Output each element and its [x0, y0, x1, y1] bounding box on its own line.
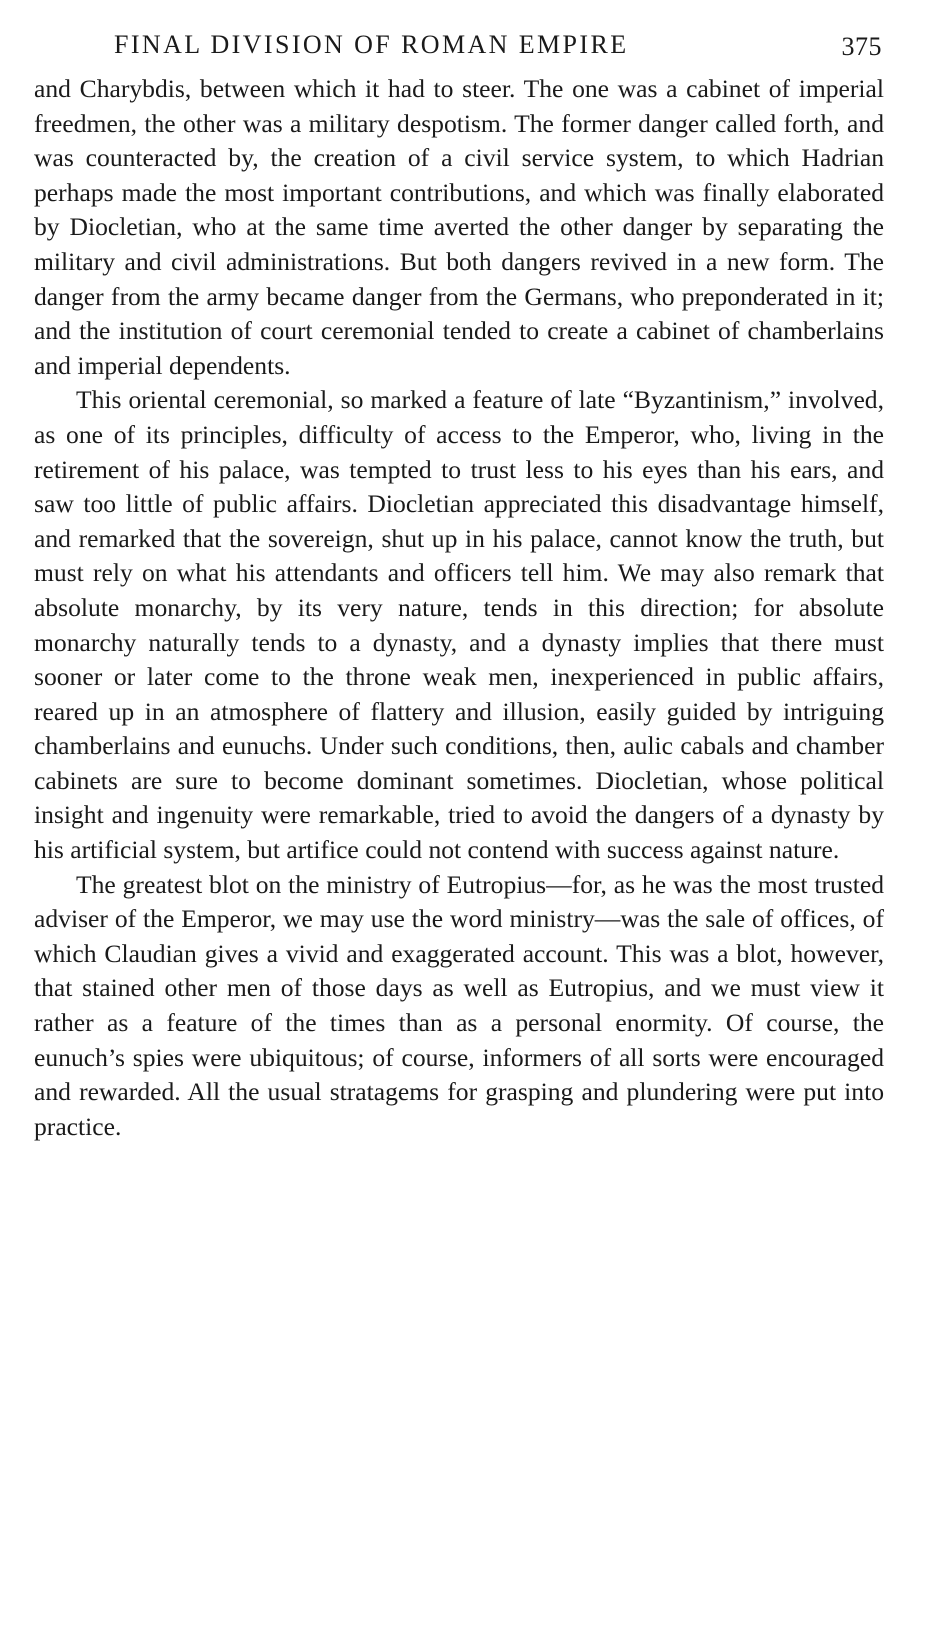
- paragraph-oriental-ceremonial: This oriental ceremonial, so marked a feature of late “Byzantinism,” involved, as one of its principles, difficulty of access to the Emperor, who, living in the retirement of his palace, was tempted to trust less to his eyes than his ears, and saw too little of public affairs. Diocletian appreciated this disadvantage himself, and remarked that the sovereign, shut up in his palace, cannot know the truth, but must rely on what his attendants and officers tell him. We may also remark that absolute monarchy, by its very nature, tends in this direction; for absolute monarchy naturally tends to a dynasty, and a dynasty implies that there must sooner or later come to the throne weak men, inexperienced in public affairs, reared up in an atmosphere of flattery and illusion, easily guided by intriguing chamberlains and eunuchs. Under such conditions, then, aulic cabals and chamber cabinets are sure to become dominant sometimes. Diocletian, whose political insight and ingenuity were remarkable, tried to avoid the dangers of a dynasty by his artificial system, but artifice could not contend with success against nature.: [34, 385, 884, 865]
- running-title: FINAL DIVISION OF ROMAN EMPIRE: [114, 30, 629, 59]
- running-head: [34, 20, 884, 72]
- paragraph-continued: and Charybdis, between which it had to steer. The one was a cabinet of imperial freedmen, the other was a military despotism. The former danger called forth, and was counteracted by, the creation of a civil service system, to which Hadrian perhaps made the most important contributions, and which was finally elaborated by Diocletian, who at the same time averted the other danger by separating the military and civil administrations. But both dangers revived in a new form. The danger from the army became danger from the Germans, who preponderated in it; and the institution of court ceremonial tended to create a cabinet of chamberlains and imperial dependents.: [34, 74, 884, 380]
- book-page: [34, 20, 884, 1610]
- body-text: [34, 72, 884, 1144]
- page-number: 375: [841, 32, 882, 61]
- paragraph-sale-of-offices: The greatest blot on the ministry of Eutropius—for, as he was the most trusted adviser of the Emperor, we may use the word ministry—was the sale of offices, of which Claudian gives a vivid and exaggerated account. This was a blot, however, that stained other men of those days as well as Eutropius, and we must view it rather as a feature of the times than as a personal enormity. Of course, the eunuch’s spies were ubiquitous; of course, informers of all sorts were encouraged and rewarded. All the usual stratagems for grasping and plundering were put into practice.: [34, 869, 884, 1141]
